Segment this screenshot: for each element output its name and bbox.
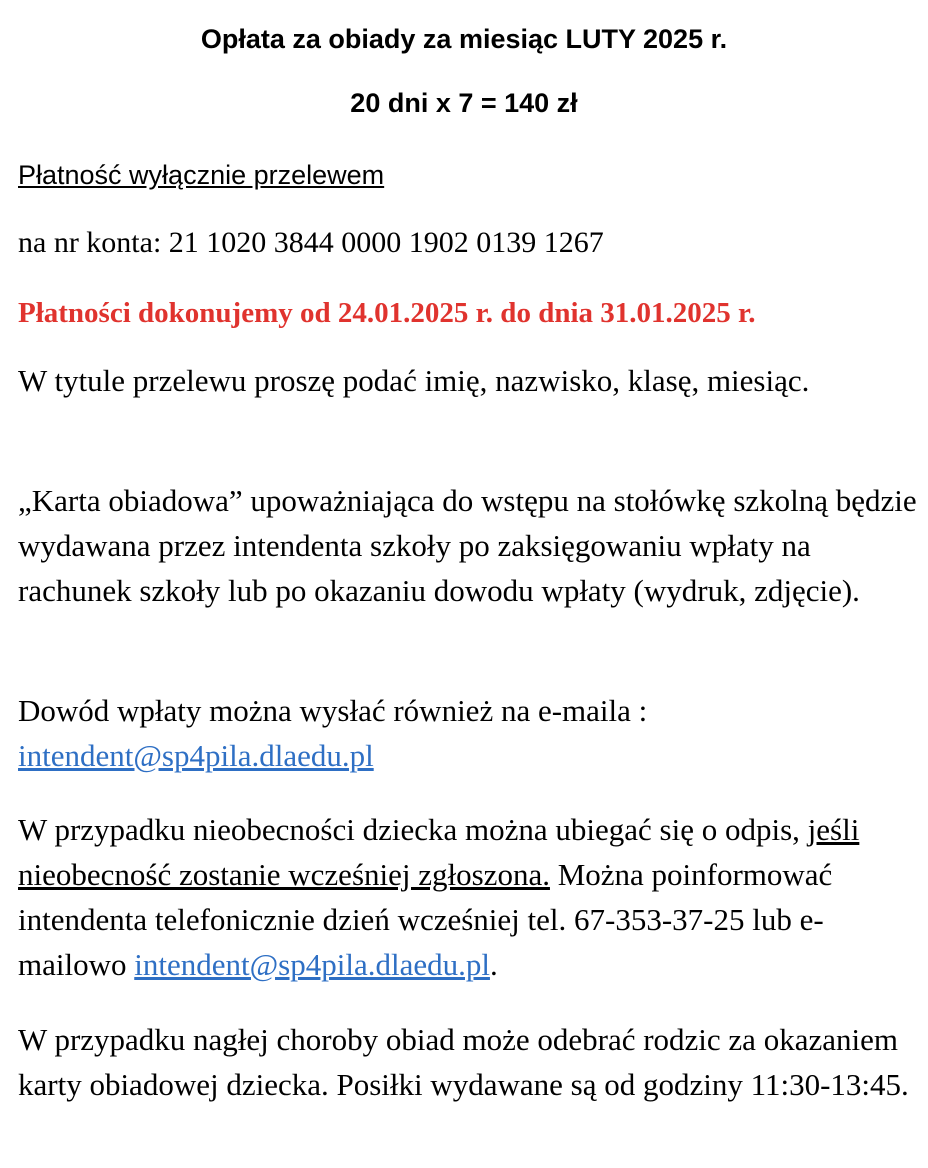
absence-email-link[interactable]: intendent@sp4pila.dlaedu.pl [134,947,490,982]
illness-info: W przypadku nagłej choroby obiad może odebrać rodzic za okazaniem karty obiadowej dziecka. Posiłki wydawane są od godziny 11:30-13:45. [18,1022,909,1102]
absence-end: . [489,947,498,982]
meal-card-info: „Karta obiadowa” upoważniająca do wstępu na stołówkę szkolną będzie wydawana przez intendenta szkoły po zaksięgowaniu wpłaty na rachunek szkoły lub po okazaniu dowodu wpłaty (wydruk, zdjęcie). [18,483,917,608]
price-summary: 20 dni x 7 = 140 zł [350,88,578,118]
absence-text-1: W przypadku nieobecności dziecka można ubiegać się o odpis, [18,812,808,847]
proof-of-payment [18,688,918,778]
page-title: Opłata za obiady za miesiąc LUTY 2025 r. [200,24,728,54]
payment-dates: Płatności dokonujemy od 24.01.2025 r. do dnia 31.01.2025 r. [18,297,756,329]
proof-email-link[interactable]: intendent@sp4pila.dlaedu.pl [18,738,374,773]
absence-condition: jeśli nieobecność zostanie wcześniej zgłoszona. [18,812,860,892]
proof-text: Dowód wpłaty można wysłać również na e-maila : [18,693,648,728]
absence-text-2: Można poinformować intendenta telefonicznie dzień wcześniej tel. 67-353-37-25 lub e-mailowo [18,857,833,982]
absence-info [18,807,918,987]
payment-method-note: Płatność wyłącznie przelewem [18,160,385,190]
transfer-title-info: W tytule przelewu proszę podać imię, nazwisko, klasę, miesiąc. [18,363,810,398]
account-number: na nr konta: 21 1020 3844 0000 1902 0139 1267 [18,226,604,259]
